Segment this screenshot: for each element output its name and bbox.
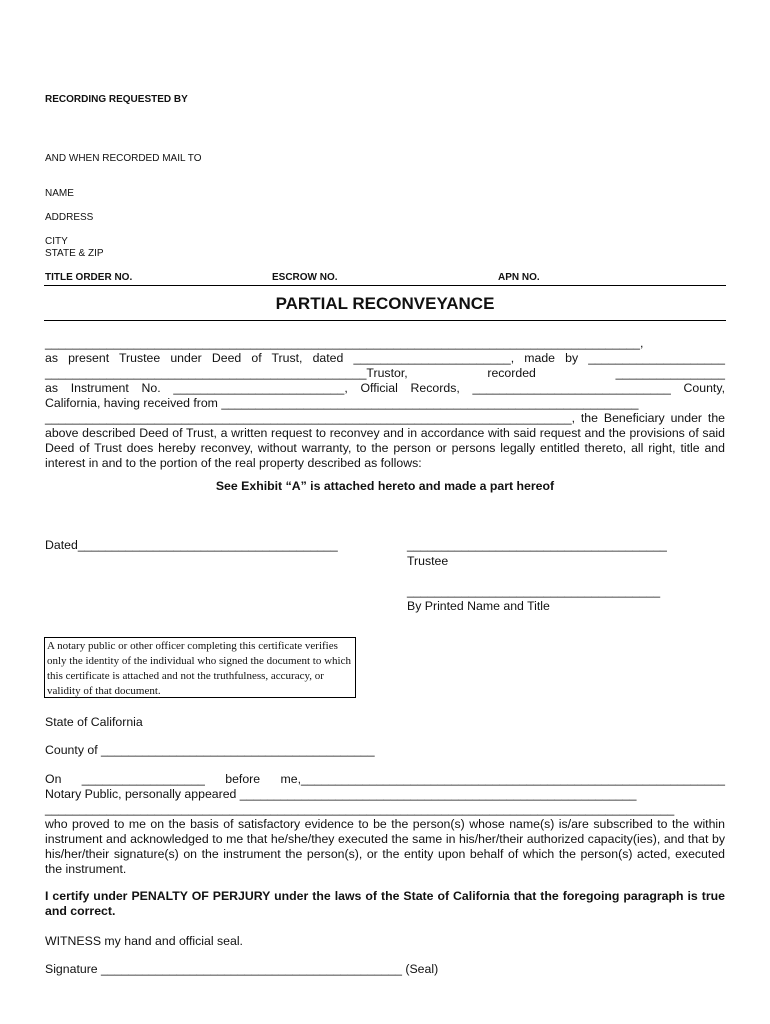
- body-line-2: _______________________________________________Trustor, recorded ________________: [45, 366, 725, 380]
- name-label: NAME: [45, 188, 74, 199]
- dated-line: Dated______________________________________: [45, 538, 338, 552]
- state-line: State of California: [45, 715, 143, 729]
- title-rule: [44, 320, 726, 321]
- when-recorded-mail-to: AND WHEN RECORDED MAIL TO: [45, 153, 202, 164]
- page-title: PARTIAL RECONVEYANCE: [275, 294, 495, 313]
- body-line-5: _____________________________________________________________________________, the Beneficiary under the: [45, 411, 725, 425]
- header-rule: [44, 285, 726, 286]
- signature-line: Signature ____________________________________________ (Seal): [45, 962, 439, 976]
- penalty-statement: I certify under PENALTY OF PERJURY under the laws of the State of California that the foregoing paragraph is true and correct.: [45, 889, 725, 918]
- proved-paragraph: who proved to me on the basis of satisfactory evidence to be the person(s) whose name(s) is/are subscribed to the within instrument and acknowledged to me that he/she/they executed the same in his/her/their authorized capacity(ies), and that by his/her/their signature(s) on the instrument the person(s), or the entity upon behalf of which the person(s) acted, executed the instrument.: [45, 817, 725, 876]
- notary-date-line: On __________________ before me,______________________________________________________________: [45, 772, 725, 786]
- recording-requested-by: RECORDING REQUESTED BY: [45, 94, 188, 105]
- body-paragraph: above described Deed of Trust, a written request to reconvey and in accordance with said request and the provisions of said Deed of Trust does hereby reconvey, without warranty, to the person or persons legally entitled thereto, all right, title and interest in and to the portion of the real property described as follows:: [45, 426, 725, 470]
- blank-line: ____________________________________________________________________________________________: [45, 802, 675, 816]
- title-order-label: TITLE ORDER NO.: [45, 272, 133, 283]
- apn-label: APN NO.: [498, 272, 540, 283]
- personally-appeared-line: Notary Public, personally appeared __________________________________________________________: [45, 787, 637, 801]
- trustee-signature-line: ______________________________________: [407, 538, 667, 552]
- witness-line: WITNESS my hand and official seal.: [45, 934, 243, 948]
- printed-name-line: _____________________________________: [407, 584, 661, 598]
- address-label: ADDRESS: [45, 212, 94, 223]
- body-line-3: as Instrument No. _________________________, Official Records, _____________________________ County,: [45, 381, 725, 395]
- notary-disclaimer-box: A notary public or other officer completing this certificate verifies only the identity of the individual who signed the document to which this certificate is attached and not the truthfulness, accuracy, or validity of that document.: [44, 637, 356, 698]
- city-label: CITY: [45, 236, 68, 247]
- state-zip-label: STATE & ZIP: [45, 248, 104, 259]
- exhibit-statement: See Exhibit “A” is attached hereto and made a part hereof: [215, 479, 555, 493]
- body-line-1: as present Trustee under Deed of Trust, dated _______________________, made by ____________________: [45, 351, 725, 365]
- printed-name-label: By Printed Name and Title: [407, 599, 550, 613]
- trustee-label: Trustee: [407, 554, 449, 568]
- escrow-label: ESCROW NO.: [272, 272, 338, 283]
- body-line-4: California, having received from _____________________________________________________________: [45, 396, 639, 410]
- body-line-0: _______________________________________________________________________________________,: [45, 336, 644, 350]
- county-line: County of ________________________________________: [45, 743, 375, 757]
